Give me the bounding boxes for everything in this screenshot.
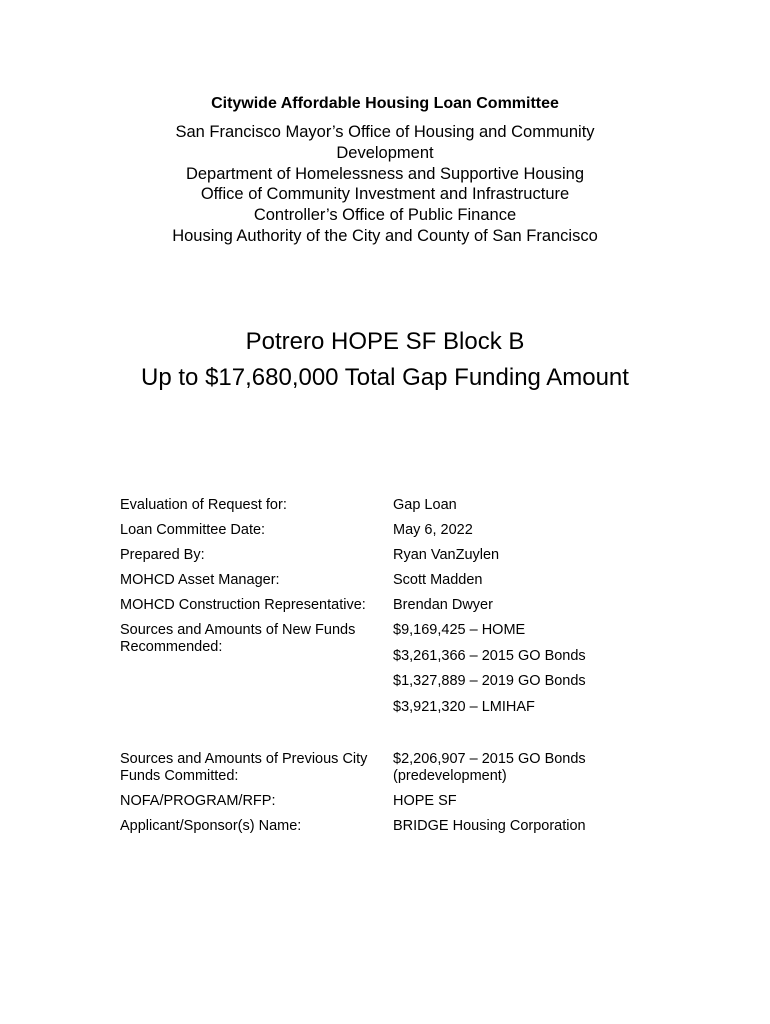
agency-controller: Controller’s Office of Public Finance <box>253 206 517 225</box>
row-value <box>393 547 680 564</box>
value-line: BRIDGE Housing Corporation <box>393 817 586 834</box>
row-value <box>393 597 680 614</box>
document-header <box>0 93 770 247</box>
row-value <box>393 497 680 514</box>
row-construction-rep <box>120 597 680 614</box>
value-line: May 6, 2022 <box>393 522 473 538</box>
row-asset-manager <box>120 572 680 589</box>
row-label: Sources and Amounts of Previous City Funds Committed: <box>120 750 368 784</box>
row-label: Sources and Amounts of New Funds Recommended: <box>120 622 356 655</box>
row-evaluation <box>120 497 680 514</box>
project-amount: Up to $17,680,000 Total Gap Funding Amount <box>141 364 629 391</box>
value-line: $3,261,366 – 2015 GO Bonds <box>393 647 586 664</box>
project-name: Potrero HOPE SF Block B <box>245 328 525 355</box>
row-label: NOFA/PROGRAM/RFP: <box>120 792 276 809</box>
row-prepared-by <box>120 547 680 564</box>
row-label: MOHCD Construction Representative: <box>120 597 366 613</box>
row-label: MOHCD Asset Manager: <box>120 572 280 588</box>
agency-ocii: Office of Community Investment and Infrastructure <box>200 185 570 204</box>
row-label: Loan Committee Date: <box>120 522 266 538</box>
row-value <box>393 522 680 539</box>
agency-hsh: Department of Homelessness and Supportive Housing <box>185 164 585 183</box>
row-committee-date <box>120 522 680 539</box>
row-nofa-program <box>120 793 680 810</box>
row-label: Evaluation of Request for: <box>120 497 287 513</box>
value-line: $3,921,320 – LMIHAF <box>393 698 535 715</box>
row-value <box>393 793 680 810</box>
row-value <box>393 622 680 716</box>
value-line: Scott Madden <box>393 572 483 588</box>
row-value <box>393 751 680 785</box>
committee-title: Citywide Affordable Housing Loan Committee <box>211 95 559 112</box>
row-applicant <box>120 818 680 835</box>
row-value <box>393 818 680 835</box>
row-new-funds <box>120 622 680 716</box>
project-title-block <box>0 324 770 396</box>
value-line: $9,169,425 – HOME <box>393 622 526 638</box>
value-line: HOPE SF <box>393 792 457 809</box>
value-line: Brendan Dwyer <box>393 597 493 613</box>
request-info-table <box>120 497 680 835</box>
value-line: Gap Loan <box>393 497 457 513</box>
agency-mohcd: San Francisco Mayor’s Office of Housing and Community Development <box>175 123 595 162</box>
value-line: $2,206,907 – 2015 GO Bonds (predevelopment) <box>393 750 586 784</box>
row-label: Applicant/Sponsor(s) Name: <box>120 817 302 834</box>
row-value <box>393 572 680 589</box>
row-label: Prepared By: <box>120 547 205 563</box>
value-line: $1,327,889 – 2019 GO Bonds <box>393 673 586 689</box>
value-line: Ryan VanZuylen <box>393 547 500 563</box>
row-previous-funds <box>120 751 680 785</box>
agency-housing-authority: Housing Authority of the City and County of San Francisco <box>172 226 598 245</box>
